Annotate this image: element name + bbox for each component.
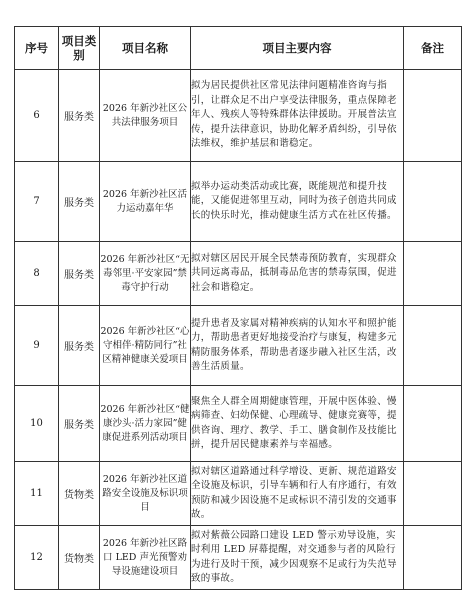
header-row (15, 27, 462, 70)
row-project-name: 2026 年新沙社区“无毒邻里·平安家园”禁毒守护行动 (100, 242, 191, 306)
row-project-content: 拟对辖区道路通过科学增设、更新、规范道路安全设施及标识，引导车辆和行人有序通行，有效预防和减少因设施不足或标识不清引发的交通事故。 (191, 462, 404, 526)
header-name: 项目名称 (100, 27, 191, 70)
row-category: 货物类 (59, 462, 100, 526)
row-category: 服务类 (59, 306, 100, 386)
row-note (404, 162, 462, 242)
row-category: 货物类 (59, 526, 100, 590)
row-project-name: 2026 年新沙社区“心守相伴·精防同行”社区精神健康关爱项目 (100, 306, 191, 386)
row-project-name: 2026 年新沙社区“健康沙头·活力家园”健康促进系列活动项目 (100, 386, 191, 462)
table-row (15, 70, 462, 162)
row-project-content: 拟举办运动类活动或比赛，既能规范和提升技能，又能促进邻里互动，同时为孩子创造共同成长的快乐时光，推动健康生活方式在社区传播。 (191, 162, 404, 242)
row-category: 服务类 (59, 386, 100, 462)
row-note (404, 70, 462, 162)
header-content: 项目主要内容 (191, 27, 404, 70)
row-number: 9 (15, 306, 59, 386)
row-note (404, 462, 462, 526)
row-project-name: 2026 年新沙社区活力运动嘉年华 (100, 162, 191, 242)
row-number: 10 (15, 386, 59, 462)
table-row (15, 526, 462, 590)
project-table (14, 26, 462, 590)
row-note (404, 306, 462, 386)
row-project-content: 拟为居民提供社区常见法律问题精准咨询与指引，让群众足不出户享受法律服务，重点保障老年人、残疾人等特殊群体法律援助。开展普法宣传，提升法律意识，协助化解矛盾纠纷，引导依法维权，维护基层和谐稳定。 (191, 70, 404, 162)
table-row (15, 386, 462, 462)
table-row (15, 306, 462, 386)
row-category: 服务类 (59, 70, 100, 162)
table-row (15, 162, 462, 242)
row-number: 7 (15, 162, 59, 242)
row-number: 11 (15, 462, 59, 526)
header-note: 备注 (404, 27, 462, 70)
row-project-content: 提升患者及家属对精神疾病的认知水平和照护能力，帮助患者更好地接受治疗与康复，构建多元精防服务体系，帮助患者逐步融入社区生活，改善生活质量。 (191, 306, 404, 386)
row-number: 6 (15, 70, 59, 162)
row-project-content: 聚焦全人群全周期健康管理，开展中医体验、慢病筛查、妇幼保健、心理疏导、健康竞赛等，提供咨询、理疗、教学、手工、膳食制作及技能比拼，提升居民健康素养与幸福感。 (191, 386, 404, 462)
header-category: 项目类别 (59, 27, 100, 70)
table-row (15, 462, 462, 526)
row-project-name: 2026 年新沙社区路口 LED 声光预警劝导设施建设项目 (100, 526, 191, 590)
row-project-name: 2026 年新沙社区道路安全设施及标识项目 (100, 462, 191, 526)
row-project-content: 拟对辖区居民开展全民禁毒预防教育，实现群众共同远离毒品，抵制毒品危害的禁毒氛围，促进社会和谐稳定。 (191, 242, 404, 306)
row-category: 服务类 (59, 162, 100, 242)
row-project-name: 2026 年新沙社区公共法律服务项目 (100, 70, 191, 162)
table-row (15, 242, 462, 306)
row-number: 8 (15, 242, 59, 306)
row-note (404, 526, 462, 590)
row-note (404, 386, 462, 462)
row-number: 12 (15, 526, 59, 590)
header-no: 序号 (15, 27, 59, 70)
row-note (404, 242, 462, 306)
row-category: 服务类 (59, 242, 100, 306)
row-project-content: 拟对紫薇公园路口建设 LED 警示劝导设施，实时利用 LED 屏幕提醒，对交通参与者的风险行为进行及时干预，减少因观察不足或行为失范导致的事故。 (191, 526, 404, 590)
